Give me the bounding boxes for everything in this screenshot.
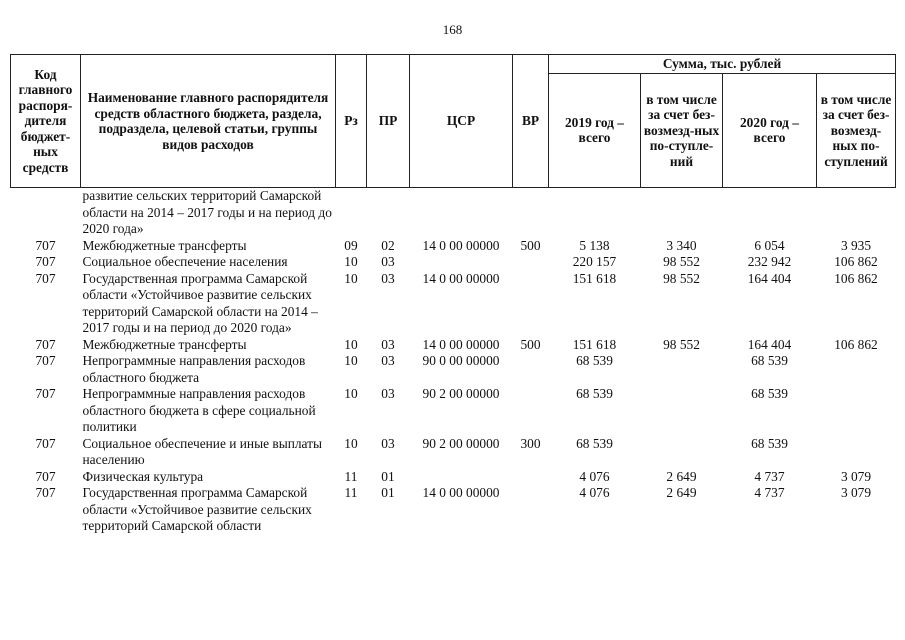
row-2019-grant <box>641 353 723 386</box>
row-rz <box>336 188 367 238</box>
row-2019-grant: 2 649 <box>666 468 697 484</box>
row-rz: 10 <box>344 270 358 286</box>
row-pr: 03 <box>381 336 395 352</box>
row-code <box>11 188 81 238</box>
row-2020-grant: 106 862 <box>834 336 878 352</box>
row-2020-grant <box>817 386 896 436</box>
header-code: Код главного распоря-дителя бюджет-ных средств <box>11 55 81 188</box>
row-2020-total: 4 737 <box>754 468 785 484</box>
row-pr: 03 <box>381 435 395 451</box>
row-name: Непрограммные направления расходов областного бюджета в сфере социальной политики <box>82 386 316 434</box>
row-csr <box>410 188 513 238</box>
row-csr: 14 0 00 00000 <box>422 237 500 253</box>
row-2020-grant: 3 935 <box>840 237 872 253</box>
row-pr: 01 <box>381 485 395 500</box>
row-code: 707 <box>35 468 56 484</box>
row-2020-total: 68 539 <box>751 353 788 368</box>
row-name: Социальное обеспечение и иные выплаты населению <box>82 435 323 467</box>
row-code: 707 <box>35 270 56 286</box>
row-2019-total: 68 539 <box>576 435 613 451</box>
row-pr <box>367 188 410 238</box>
table-row <box>11 254 896 271</box>
row-2019-total: 220 157 <box>572 254 617 269</box>
row-2019-total: 68 539 <box>576 386 613 401</box>
row-csr: 90 0 00 00000 <box>422 353 500 368</box>
row-code: 707 <box>35 386 56 401</box>
row-vr <box>513 188 549 238</box>
row-vr <box>513 485 549 535</box>
row-2019-total: 4 076 <box>579 485 610 500</box>
row-code: 707 <box>35 254 56 269</box>
row-rz: 10 <box>344 386 358 401</box>
row-2020-total: 68 539 <box>751 386 788 401</box>
row-pr: 01 <box>381 468 395 484</box>
table-row <box>11 337 896 354</box>
row-code: 707 <box>35 485 56 500</box>
row-2019-total: 68 539 <box>576 353 613 368</box>
row-rz: 10 <box>344 435 358 451</box>
row-2019-grant <box>641 436 723 469</box>
header-vr: ВР <box>513 55 549 188</box>
table-row <box>11 436 896 469</box>
table-row <box>11 188 896 238</box>
row-2020-grant: 3 079 <box>840 485 872 500</box>
row-2019-total: 151 618 <box>572 270 617 286</box>
row-2019-total: 151 618 <box>572 336 617 352</box>
row-2020-total: 232 942 <box>747 254 792 269</box>
row-2019-grant <box>641 188 723 238</box>
row-2020-total: 6 054 <box>754 237 785 253</box>
row-2019-grant: 98 552 <box>663 254 700 269</box>
row-code: 707 <box>35 237 56 253</box>
row-code: 707 <box>35 435 56 451</box>
row-vr <box>513 271 549 337</box>
row-csr: 90 2 00 00000 <box>422 435 500 451</box>
row-2020-total: 164 404 <box>747 270 792 286</box>
row-vr: 300 <box>520 435 541 451</box>
header-2020-grant: в том числе за счет без-возмезд-ных по-ступлений <box>817 73 896 188</box>
header-sum-group: Сумма, тыс. рублей <box>549 55 896 74</box>
table-row <box>11 353 896 386</box>
row-2019-grant: 98 552 <box>663 270 700 286</box>
header-pr: ПР <box>367 55 410 188</box>
row-2020-grant <box>817 436 896 469</box>
row-name: Непрограммные направления расходов областного бюджета <box>82 353 306 385</box>
table-header <box>11 55 896 188</box>
row-pr: 03 <box>381 386 395 401</box>
table-row <box>11 271 896 337</box>
row-2019-grant <box>641 386 723 436</box>
header-2020-total: 2020 год – всего <box>723 73 817 188</box>
row-csr: 14 0 00 00000 <box>422 336 500 352</box>
row-2019-total: 4 076 <box>579 468 610 484</box>
row-code: 707 <box>35 353 56 368</box>
row-name: Межбюджетные трансферты <box>82 237 247 253</box>
row-vr <box>513 254 549 271</box>
row-name: Межбюджетные трансферты <box>82 336 247 352</box>
row-2019-grant: 2 649 <box>666 485 697 500</box>
row-2020-grant: 3 079 <box>840 468 872 484</box>
row-vr <box>513 469 549 486</box>
row-2020-grant: 106 862 <box>834 270 878 286</box>
row-2019-total <box>549 188 641 238</box>
row-csr: 14 0 00 00000 <box>422 270 500 286</box>
row-2020-total: 164 404 <box>747 336 792 352</box>
row-2020-total: 4 737 <box>754 485 785 500</box>
header-csr: ЦСР <box>410 55 513 188</box>
row-rz: 10 <box>344 353 358 368</box>
budget-table <box>10 54 896 535</box>
row-vr: 500 <box>520 336 541 352</box>
row-name: Государственная программа Самарской области «Устойчивое развитие сельских территорий Самарской области на 2014 – 2017 годы и на период до 2020 года» <box>82 270 318 335</box>
row-rz: 11 <box>344 468 358 484</box>
row-pr: 03 <box>381 353 395 368</box>
header-2019-grant: в том числе за счет без-возмезд-ных по-ступле-ний <box>641 73 723 188</box>
header-rz: Рз <box>336 55 367 188</box>
table-row <box>11 238 896 255</box>
header-name: Наименование главного распорядителя средств областного бюджета, раздела, подраздела, целевой статьи, группы видов расходов <box>81 55 336 188</box>
row-2020-total <box>723 188 817 238</box>
row-2019-total: 5 138 <box>579 237 610 253</box>
row-pr: 03 <box>381 254 395 269</box>
row-csr: 14 0 00 00000 <box>422 485 500 500</box>
row-code: 707 <box>35 336 56 352</box>
table-row <box>11 469 896 486</box>
row-name: развитие сельских территорий Самарской области на 2014 – 2017 годы и на период до 2020 года» <box>82 188 332 236</box>
row-vr <box>513 353 549 386</box>
row-pr: 02 <box>381 237 395 253</box>
row-csr <box>410 469 513 486</box>
row-rz: 11 <box>344 485 358 500</box>
table-row <box>11 485 896 535</box>
table-row <box>11 386 896 436</box>
row-name: Физическая культура <box>82 468 204 484</box>
row-pr: 03 <box>381 270 395 286</box>
row-vr <box>513 386 549 436</box>
row-2020-total: 68 539 <box>751 435 788 451</box>
table-body <box>11 188 896 535</box>
row-rz: 09 <box>344 237 358 253</box>
row-vr: 500 <box>520 237 541 253</box>
row-2019-grant: 98 552 <box>663 336 700 352</box>
page-number: 168 <box>442 22 463 37</box>
row-2020-grant <box>817 353 896 386</box>
row-name: Государственная программа Самарской области «Устойчивое развитие сельских территорий Самарской области <box>82 485 312 533</box>
row-rz: 10 <box>344 336 358 352</box>
header-2019-total: 2019 год – всего <box>549 73 641 188</box>
row-2020-grant <box>817 188 896 238</box>
row-2020-grant: 106 862 <box>834 254 878 269</box>
row-name: Социальное обеспечение населения <box>82 254 288 269</box>
row-rz: 10 <box>344 254 358 269</box>
row-2019-grant: 3 340 <box>666 237 697 253</box>
row-csr: 90 2 00 00000 <box>422 386 500 401</box>
row-csr <box>410 254 513 271</box>
